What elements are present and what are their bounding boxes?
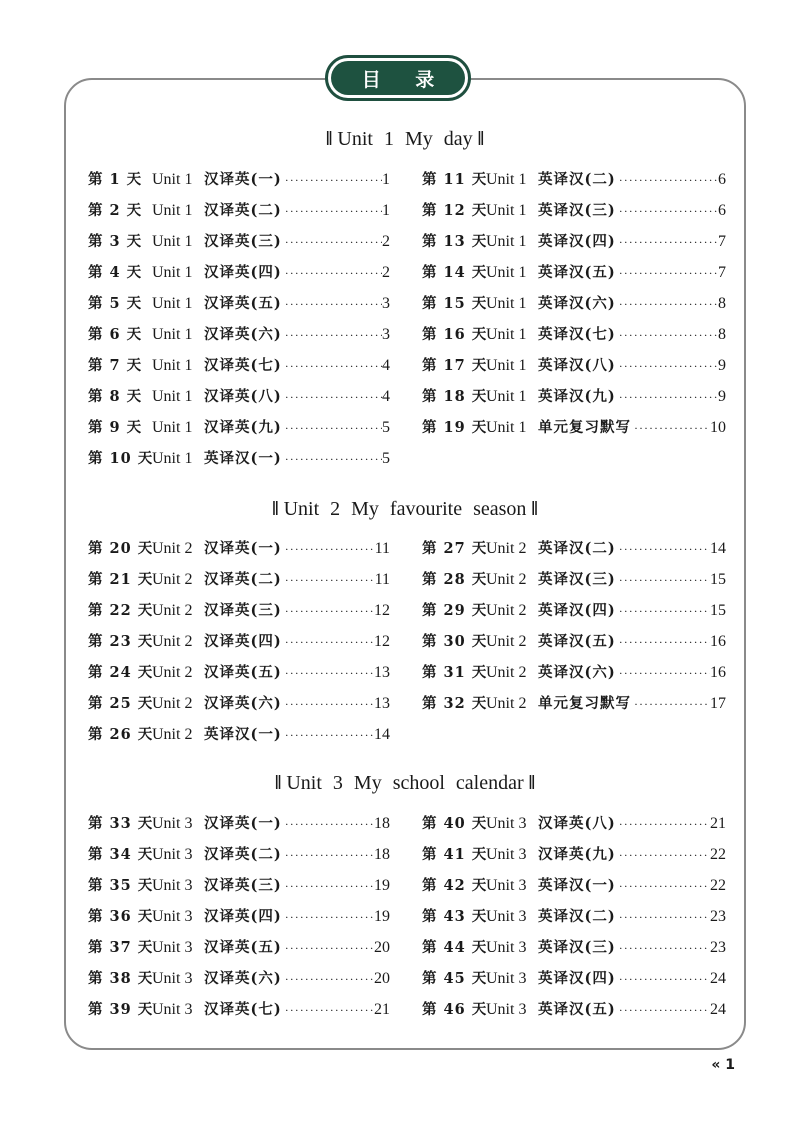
toc-entry-page: 24 <box>710 970 726 987</box>
toc-entry[interactable] <box>422 292 726 312</box>
toc-entry[interactable] <box>88 967 390 987</box>
toc-entry-unit: Unit 3 <box>152 939 193 956</box>
toc-title: 目 录 <box>331 61 465 95</box>
toc-entry[interactable] <box>88 385 390 405</box>
toc-entry-unit: Unit 2 <box>486 664 527 681</box>
toc-entry-topic: 英译汉(六) <box>538 295 616 312</box>
toc-entry-page: 21 <box>710 815 726 832</box>
toc-entry[interactable] <box>88 630 390 650</box>
dot-leader <box>282 328 382 343</box>
toc-entry-topic: 汉译英(八) <box>538 815 616 832</box>
toc-entry-page: 5 <box>382 450 390 467</box>
toc-entry[interactable] <box>88 354 390 374</box>
toc-entry-day: 第 44 天 <box>422 939 488 956</box>
dot-leader <box>282 235 382 250</box>
dot-leader <box>631 421 710 436</box>
dot-leader <box>616 328 718 343</box>
toc-entry[interactable] <box>88 168 390 188</box>
toc-entry-page: 7 <box>718 264 726 281</box>
toc-entry-day: 第 10 天 <box>88 450 154 467</box>
toc-entry-topic: 英译汉(六) <box>538 664 616 681</box>
toc-entry-day: 第 45 天 <box>422 970 488 987</box>
dot-leader <box>282 910 374 925</box>
toc-entry-unit: Unit 1 <box>152 295 193 312</box>
toc-entry-topic: 汉译英(六) <box>204 695 282 712</box>
dot-leader <box>282 666 374 681</box>
unit-heading-text: Unit 3 My school calendar <box>286 772 524 794</box>
toc-entry-topic: 汉译英(一) <box>204 540 282 557</box>
dot-leader <box>282 604 374 619</box>
toc-entry-unit: Unit 2 <box>152 571 193 588</box>
dot-leader <box>282 817 374 832</box>
toc-entry-day: 第 4 天 <box>88 264 143 281</box>
toc-entry-day: 第 26 天 <box>88 726 154 743</box>
heading-bar-left: ‖ <box>325 128 338 150</box>
toc-entry-page: 19 <box>374 908 390 925</box>
toc-entry-topic: 汉译英(八) <box>204 388 282 405</box>
toc-entry[interactable] <box>88 261 390 281</box>
toc-entry-unit: Unit 2 <box>486 602 527 619</box>
toc-entry-page: 16 <box>710 664 726 681</box>
toc-entry-day: 第 21 天 <box>88 571 154 588</box>
toc-entry-page: 12 <box>374 602 390 619</box>
toc-entry-topic: 英译汉(五) <box>538 633 616 650</box>
toc-entry[interactable] <box>88 905 390 925</box>
dot-leader <box>616 910 710 925</box>
dot-leader <box>616 879 710 894</box>
toc-entry[interactable] <box>88 537 390 557</box>
toc-entry-topic: 英译汉(七) <box>538 326 616 343</box>
toc-entry-page: 8 <box>718 326 726 343</box>
toc-entry-page: 24 <box>710 1001 726 1018</box>
toc-entry-topic: 单元复习默写 <box>538 695 631 712</box>
toc-entry-unit: Unit 3 <box>152 970 193 987</box>
toc-entry-unit: Unit 3 <box>152 815 193 832</box>
toc-entry[interactable] <box>422 905 726 925</box>
unit-heading-text: Unit 1 My day <box>337 128 473 150</box>
toc-entry-unit: Unit 3 <box>152 1001 193 1018</box>
toc-entry-day: 第 12 天 <box>422 202 488 219</box>
unit-heading <box>64 128 746 151</box>
toc-entry[interactable] <box>88 874 390 894</box>
toc-entry[interactable] <box>88 998 390 1018</box>
heading-bar-right: ‖ <box>472 128 485 150</box>
toc-entry-topic: 英译汉(八) <box>538 357 616 374</box>
toc-entry[interactable] <box>422 230 726 250</box>
toc-entry-topic: 汉译英(四) <box>204 264 282 281</box>
toc-entry-topic: 汉译英(六) <box>204 326 282 343</box>
dot-leader <box>282 452 382 467</box>
toc-entry-day: 第 6 天 <box>88 326 143 343</box>
toc-entry-day: 第 7 天 <box>88 357 143 374</box>
toc-entry-topic: 汉译英(五) <box>204 939 282 956</box>
dot-leader <box>282 542 375 557</box>
toc-entry-topic: 汉译英(二) <box>204 571 282 588</box>
toc-entry-day: 第 2 天 <box>88 202 143 219</box>
toc-entry-topic: 英译汉(一) <box>204 726 282 743</box>
toc-entry-day: 第 18 天 <box>422 388 488 405</box>
toc-entry[interactable] <box>422 537 726 557</box>
toc-entry[interactable] <box>422 385 726 405</box>
toc-entry-unit: Unit 1 <box>486 295 527 312</box>
toc-entry[interactable] <box>422 661 726 681</box>
dot-leader <box>282 573 375 588</box>
toc-entry-page: 10 <box>710 419 726 436</box>
dot-leader <box>616 235 718 250</box>
toc-entry-unit: Unit 1 <box>152 419 193 436</box>
heading-bar-right: ‖ <box>526 498 538 520</box>
toc-entry-page: 23 <box>710 939 726 956</box>
dot-leader <box>616 266 718 281</box>
toc-entry-unit: Unit 1 <box>152 233 193 250</box>
toc-entry[interactable] <box>422 354 726 374</box>
toc-entry-day: 第 25 天 <box>88 695 154 712</box>
toc-entry-unit: Unit 1 <box>486 326 527 343</box>
toc-entry-page: 23 <box>710 908 726 925</box>
toc-entry-unit: Unit 3 <box>152 877 193 894</box>
toc-entry-topic: 英译汉(三) <box>538 202 616 219</box>
toc-entry[interactable] <box>422 199 726 219</box>
toc-entry-topic: 汉译英(五) <box>204 664 282 681</box>
toc-entry-day: 第 14 天 <box>422 264 488 281</box>
toc-entry[interactable] <box>88 599 390 619</box>
toc-entry-page: 9 <box>718 388 726 405</box>
toc-entry-topic: 英译汉(九) <box>538 388 616 405</box>
toc-entry-page: 13 <box>374 695 390 712</box>
toc-entry-page: 20 <box>374 970 390 987</box>
toc-entry[interactable] <box>422 843 726 863</box>
dot-leader <box>616 297 718 312</box>
dot-leader <box>616 573 710 588</box>
toc-entry-topic: 汉译英(四) <box>204 908 282 925</box>
toc-entry-topic: 单元复习默写 <box>538 419 631 436</box>
dot-leader <box>282 972 374 987</box>
toc-entry[interactable] <box>88 230 390 250</box>
dot-leader <box>616 1003 710 1018</box>
dot-leader <box>616 604 710 619</box>
toc-entry-topic: 汉译英(九) <box>204 419 282 436</box>
toc-entry-page: 17 <box>710 695 726 712</box>
toc-title-badge <box>325 55 471 101</box>
toc-entry-day: 第 16 天 <box>422 326 488 343</box>
toc-entry[interactable] <box>422 812 726 832</box>
heading-bar-right: ‖ <box>523 772 536 794</box>
toc-entry-day: 第 24 天 <box>88 664 154 681</box>
toc-entry-unit: Unit 2 <box>152 726 193 743</box>
toc-entry-topic: 汉译英(四) <box>204 633 282 650</box>
toc-entry-page: 2 <box>382 264 390 281</box>
toc-entry[interactable] <box>422 416 726 436</box>
dot-leader <box>282 173 382 188</box>
toc-entry-unit: Unit 2 <box>152 540 193 557</box>
toc-entry-page: 6 <box>718 202 726 219</box>
toc-entry-topic: 汉译英(二) <box>204 202 282 219</box>
toc-entry-topic: 英译汉(三) <box>538 571 616 588</box>
toc-entry-page: 4 <box>382 357 390 374</box>
toc-entry-day: 第 40 天 <box>422 815 488 832</box>
toc-entry[interactable] <box>88 661 390 681</box>
toc-entry-day: 第 28 天 <box>422 571 488 588</box>
toc-entry-unit: Unit 2 <box>486 633 527 650</box>
toc-entry-page: 2 <box>382 233 390 250</box>
toc-entry[interactable] <box>422 998 726 1018</box>
toc-entry[interactable] <box>88 323 390 343</box>
toc-entry[interactable] <box>88 416 390 436</box>
toc-entry[interactable] <box>88 812 390 832</box>
toc-entry-unit: Unit 2 <box>152 695 193 712</box>
dot-leader <box>282 204 382 219</box>
dot-leader <box>616 204 718 219</box>
dot-leader <box>282 421 382 436</box>
toc-entry-topic: 英译汉(四) <box>538 602 616 619</box>
toc-entry-page: 6 <box>718 171 726 188</box>
toc-entry[interactable] <box>422 630 726 650</box>
toc-entry-day: 第 41 天 <box>422 846 488 863</box>
toc-entry-topic: 汉译英(六) <box>204 970 282 987</box>
dot-leader <box>631 697 710 712</box>
dot-leader <box>282 635 374 650</box>
toc-entry-page: 11 <box>374 540 390 557</box>
toc-entry[interactable] <box>422 967 726 987</box>
toc-entry-day: 第 13 天 <box>422 233 488 250</box>
toc-entry-topic: 英译汉(二) <box>538 540 616 557</box>
toc-entry-unit: Unit 3 <box>152 846 193 863</box>
toc-entry-day: 第 31 天 <box>422 664 488 681</box>
toc-entry-topic: 汉译英(一) <box>204 171 282 188</box>
toc-entry-page: 22 <box>710 877 726 894</box>
toc-entry-topic: 英译汉(三) <box>538 939 616 956</box>
toc-entry-unit: Unit 1 <box>152 202 193 219</box>
unit-heading-text: Unit 2 My favourite season <box>283 498 527 520</box>
dot-leader <box>282 359 382 374</box>
toc-entry-unit: Unit 3 <box>152 908 193 925</box>
dot-leader <box>282 728 374 743</box>
dot-leader <box>282 697 374 712</box>
dot-leader <box>282 879 374 894</box>
toc-entry-page: 21 <box>374 1001 390 1018</box>
toc-entry-unit: Unit 3 <box>486 908 527 925</box>
toc-entry[interactable] <box>88 692 390 712</box>
toc-entry-day: 第 27 天 <box>422 540 488 557</box>
toc-entry-day: 第 15 天 <box>422 295 488 312</box>
toc-entry-page: 9 <box>718 357 726 374</box>
dot-leader <box>616 941 710 956</box>
toc-entry-page: 18 <box>374 846 390 863</box>
toc-entry-page: 11 <box>374 571 390 588</box>
toc-entry[interactable] <box>422 568 726 588</box>
toc-entry-topic: 汉译英(一) <box>204 815 282 832</box>
toc-entry-topic: 汉译英(三) <box>204 233 282 250</box>
toc-entry-page: 5 <box>382 419 390 436</box>
unit-heading <box>64 772 746 795</box>
dot-leader <box>282 266 382 281</box>
toc-entry-topic: 英译汉(五) <box>538 264 616 281</box>
toc-entry-day: 第 42 天 <box>422 877 488 894</box>
dot-leader <box>282 297 382 312</box>
toc-entry-page: 22 <box>710 846 726 863</box>
toc-entry-page: 16 <box>710 633 726 650</box>
toc-entry[interactable] <box>88 199 390 219</box>
toc-entry-unit: Unit 1 <box>152 264 193 281</box>
toc-entry-unit: Unit 2 <box>486 540 527 557</box>
toc-entry-day: 第 9 天 <box>88 419 143 436</box>
toc-entry-day: 第 34 天 <box>88 846 154 863</box>
toc-entry-topic: 英译汉(一) <box>538 877 616 894</box>
toc-entry[interactable] <box>422 874 726 894</box>
toc-entry-day: 第 37 天 <box>88 939 154 956</box>
toc-entry[interactable] <box>422 936 726 956</box>
toc-entry-page: 12 <box>374 633 390 650</box>
toc-entry-day: 第 5 天 <box>88 295 143 312</box>
toc-entry-topic: 汉译英(三) <box>204 602 282 619</box>
toc-entry-unit: Unit 2 <box>152 602 193 619</box>
toc-entry[interactable] <box>88 568 390 588</box>
toc-entry-unit: Unit 3 <box>486 815 527 832</box>
toc-entry-page: 1 <box>382 202 390 219</box>
dot-leader <box>616 817 710 832</box>
dot-leader <box>616 542 710 557</box>
toc-entry-page: 3 <box>382 326 390 343</box>
toc-entry-unit: Unit 2 <box>486 571 527 588</box>
toc-entry-page: 8 <box>718 295 726 312</box>
toc-entry-unit: Unit 1 <box>486 171 527 188</box>
toc-entry-unit: Unit 3 <box>486 970 527 987</box>
toc-entry[interactable] <box>88 936 390 956</box>
toc-entry-topic: 英译汉(四) <box>538 970 616 987</box>
toc-entry-day: 第 29 天 <box>422 602 488 619</box>
toc-entry-unit: Unit 1 <box>486 233 527 250</box>
toc-entry-unit: Unit 1 <box>152 326 193 343</box>
dot-leader <box>616 359 718 374</box>
dot-leader <box>282 941 374 956</box>
toc-entry-unit: Unit 1 <box>152 450 193 467</box>
toc-entry-topic: 英译汉(二) <box>538 908 616 925</box>
toc-entry[interactable] <box>88 447 390 467</box>
dot-leader <box>616 173 718 188</box>
toc-entry-topic: 汉译英(二) <box>204 846 282 863</box>
dot-leader <box>616 848 710 863</box>
unit-heading <box>64 498 746 521</box>
dot-leader <box>616 390 718 405</box>
toc-entry-day: 第 23 天 <box>88 633 154 650</box>
dot-leader <box>616 666 710 681</box>
toc-entry-unit: Unit 2 <box>486 695 527 712</box>
toc-entry-unit: Unit 1 <box>152 388 193 405</box>
toc-entry-page: 20 <box>374 939 390 956</box>
toc-entry-topic: 汉译英(九) <box>538 846 616 863</box>
toc-entry[interactable] <box>422 168 726 188</box>
toc-entry[interactable] <box>422 599 726 619</box>
toc-entry-unit: Unit 3 <box>486 846 527 863</box>
toc-entry-page: 15 <box>710 571 726 588</box>
toc-entry-unit: Unit 1 <box>486 264 527 281</box>
heading-bar-left: ‖ <box>274 772 287 794</box>
toc-entry-day: 第 3 天 <box>88 233 143 250</box>
toc-entry-unit: Unit 3 <box>486 1001 527 1018</box>
toc-entry-page: 19 <box>374 877 390 894</box>
toc-entry-day: 第 43 天 <box>422 908 488 925</box>
toc-entry-unit: Unit 1 <box>486 202 527 219</box>
toc-entry-day: 第 36 天 <box>88 908 154 925</box>
toc-entry[interactable] <box>422 261 726 281</box>
toc-entry-page: 14 <box>374 726 390 743</box>
toc-entry-topic: 汉译英(七) <box>204 1001 282 1018</box>
toc-entry-day: 第 17 天 <box>422 357 488 374</box>
toc-entry-page: 15 <box>710 602 726 619</box>
toc-entry-unit: Unit 1 <box>486 388 527 405</box>
toc-entry-topic: 英译汉(五) <box>538 1001 616 1018</box>
page-number: « 1 <box>711 1057 735 1073</box>
toc-entry-day: 第 33 天 <box>88 815 154 832</box>
toc-entry-page: 7 <box>718 233 726 250</box>
dot-leader <box>282 1003 374 1018</box>
toc-entry-day: 第 32 天 <box>422 695 488 712</box>
toc-entry-day: 第 35 天 <box>88 877 154 894</box>
dot-leader <box>282 848 374 863</box>
toc-entry-topic: 英译汉(二) <box>538 171 616 188</box>
toc-entry-unit: Unit 1 <box>152 171 193 188</box>
toc-entry-day: 第 39 天 <box>88 1001 154 1018</box>
toc-entry-unit: Unit 3 <box>486 939 527 956</box>
toc-entry-topic: 汉译英(七) <box>204 357 282 374</box>
toc-entry-unit: Unit 1 <box>486 357 527 374</box>
toc-entry-day: 第 11 天 <box>422 171 488 188</box>
toc-entry-page: 18 <box>374 815 390 832</box>
toc-entry-day: 第 30 天 <box>422 633 488 650</box>
toc-entry-topic: 汉译英(三) <box>204 877 282 894</box>
toc-entry[interactable] <box>422 323 726 343</box>
toc-entry[interactable] <box>88 292 390 312</box>
toc-entry-unit: Unit 2 <box>152 664 193 681</box>
toc-entry-day: 第 46 天 <box>422 1001 488 1018</box>
toc-entry-unit: Unit 2 <box>152 633 193 650</box>
dot-leader <box>616 972 710 987</box>
toc-entry-unit: Unit 3 <box>486 877 527 894</box>
toc-entry-topic: 英译汉(一) <box>204 450 282 467</box>
toc-entry-day: 第 20 天 <box>88 540 154 557</box>
toc-entry-day: 第 22 天 <box>88 602 154 619</box>
toc-entry-topic: 汉译英(五) <box>204 295 282 312</box>
toc-entry[interactable] <box>422 692 726 712</box>
toc-entry-day: 第 38 天 <box>88 970 154 987</box>
dot-leader <box>282 390 382 405</box>
toc-entry-page: 13 <box>374 664 390 681</box>
toc-entry-unit: Unit 1 <box>486 419 527 436</box>
toc-entry-page: 3 <box>382 295 390 312</box>
toc-entry[interactable] <box>88 723 390 743</box>
toc-entry-day: 第 19 天 <box>422 419 488 436</box>
toc-entry-page: 14 <box>710 540 726 557</box>
toc-entry-day: 第 1 天 <box>88 171 143 188</box>
heading-bar-left: ‖ <box>272 498 284 520</box>
toc-entry-page: 4 <box>382 388 390 405</box>
toc-entry-unit: Unit 1 <box>152 357 193 374</box>
toc-entry-page: 1 <box>382 171 390 188</box>
toc-entry-topic: 英译汉(四) <box>538 233 616 250</box>
toc-entry-day: 第 8 天 <box>88 388 143 405</box>
toc-entry[interactable] <box>88 843 390 863</box>
dot-leader <box>616 635 710 650</box>
